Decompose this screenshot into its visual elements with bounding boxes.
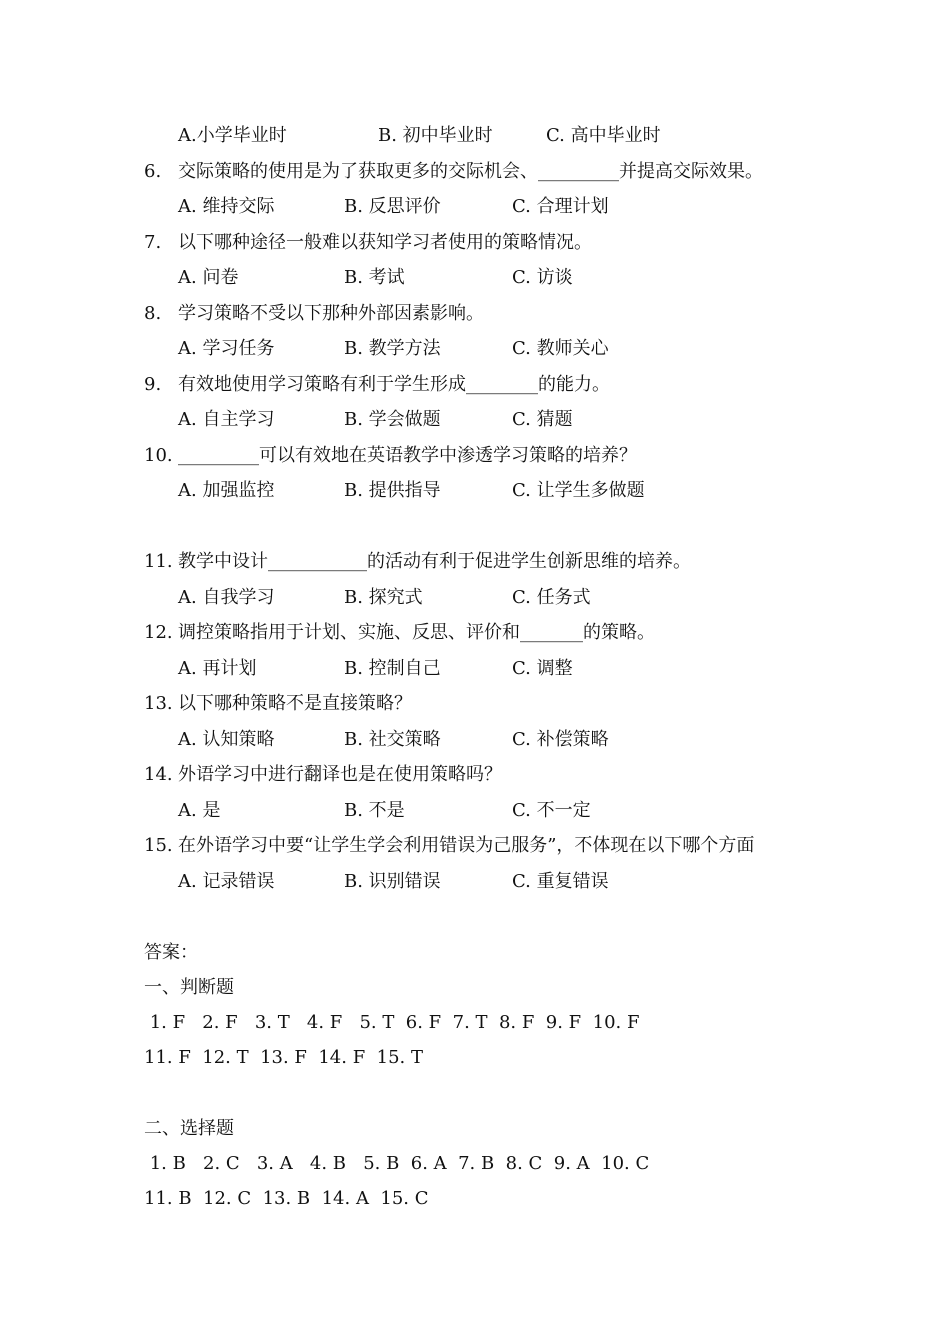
option-a: A. 学习任务 <box>178 338 275 359</box>
question-number: 13. <box>144 693 173 714</box>
option-c: C. 高中毕业时 <box>546 125 661 146</box>
option-a: A. 是 <box>178 800 221 821</box>
option-b: B. 学会做题 <box>344 409 441 430</box>
option-b: B. 反思评价 <box>344 196 441 217</box>
option-c: C. 补偿策略 <box>512 729 609 750</box>
true-false-heading: 一、判断题 <box>144 977 234 998</box>
question-text: 以下哪种策略不是直接策略？ <box>178 693 412 714</box>
question-text: _________可以有效地在英语教学中渗透学习策略的培养？ <box>178 445 637 466</box>
question-text: 学习策略不受以下那种外部因素影响。 <box>178 303 484 324</box>
question-text: 在外语学习中要“让学生学会利用错误为己服务”，不体现在以下哪个方面 <box>178 835 755 856</box>
option-c: C. 教师关心 <box>512 338 609 359</box>
question-number: 8. <box>144 303 162 324</box>
question-text: 有效地使用学习策略有利于学生形成________的能力。 <box>178 374 610 395</box>
choice-heading: 二、选择题 <box>144 1118 234 1139</box>
choice-answers-2: 11. B 12. C 13. B 14. A 15. C <box>144 1188 429 1209</box>
true-false-answers-2: 11. F 12. T 13. F 14. F 15. T <box>144 1047 423 1068</box>
question-number: 14. <box>144 764 173 785</box>
question-text: 以下哪种途径一般难以获知学习者使用的策略情况。 <box>178 232 592 253</box>
option-a: A. 问卷 <box>178 267 239 288</box>
option-c: C. 让学生多做题 <box>512 480 645 501</box>
option-c: C. 猜题 <box>512 409 573 430</box>
option-b: B. 社交策略 <box>344 729 441 750</box>
option-c: C. 任务式 <box>512 587 591 608</box>
option-a: A. 自我学习 <box>178 587 275 608</box>
option-c: C. 不一定 <box>512 800 591 821</box>
option-b: B. 考试 <box>344 267 405 288</box>
option-a: A. 认知策略 <box>178 729 275 750</box>
option-c: C. 访谈 <box>512 267 573 288</box>
question-text: 调控策略指用于计划、实施、反思、评价和_______的策略。 <box>178 622 655 643</box>
option-b: B. 教学方法 <box>344 338 441 359</box>
true-false-answers-1: 1. F 2. F 3. T 4. F 5. T 6. F 7. T 8. F 9. F 10. F <box>144 1012 640 1033</box>
option-b: B. 初中毕业时 <box>378 125 493 146</box>
question-number: 15. <box>144 835 173 856</box>
option-b: B. 提供指导 <box>344 480 441 501</box>
option-c: C. 重复错误 <box>512 871 609 892</box>
question-number: 10. <box>144 445 173 466</box>
question-number: 9. <box>144 374 162 395</box>
option-b: B. 识别错误 <box>344 871 441 892</box>
option-a: A. 维持交际 <box>178 196 275 217</box>
question-number: 7. <box>144 232 162 253</box>
question-number: 6. <box>144 161 162 182</box>
option-b: B. 不是 <box>344 800 405 821</box>
option-a: A. 再计划 <box>178 658 257 679</box>
question-text: 教学中设计___________的活动有利于促进学生创新思维的培养。 <box>178 551 691 572</box>
option-c: C. 调整 <box>512 658 573 679</box>
question-number: 11. <box>144 551 173 572</box>
option-a: A.小学毕业时 <box>178 125 287 146</box>
answers-heading: 答案： <box>144 942 198 963</box>
choice-answers-1: 1. B 2. C 3. A 4. B 5. B 6. A 7. B 8. C 9. A 10. C <box>144 1153 650 1174</box>
option-a: A. 自主学习 <box>178 409 275 430</box>
option-b: B. 探究式 <box>344 587 423 608</box>
question-text: 交际策略的使用是为了获取更多的交际机会、_________并提高交际效果。 <box>178 161 763 182</box>
option-a: A. 加强监控 <box>178 480 275 501</box>
question-number: 12. <box>144 622 173 643</box>
option-b: B. 控制自己 <box>344 658 441 679</box>
option-a: A. 记录错误 <box>178 871 275 892</box>
question-text: 外语学习中进行翻译也是在使用策略吗？ <box>178 764 502 785</box>
option-c: C. 合理计划 <box>512 196 609 217</box>
